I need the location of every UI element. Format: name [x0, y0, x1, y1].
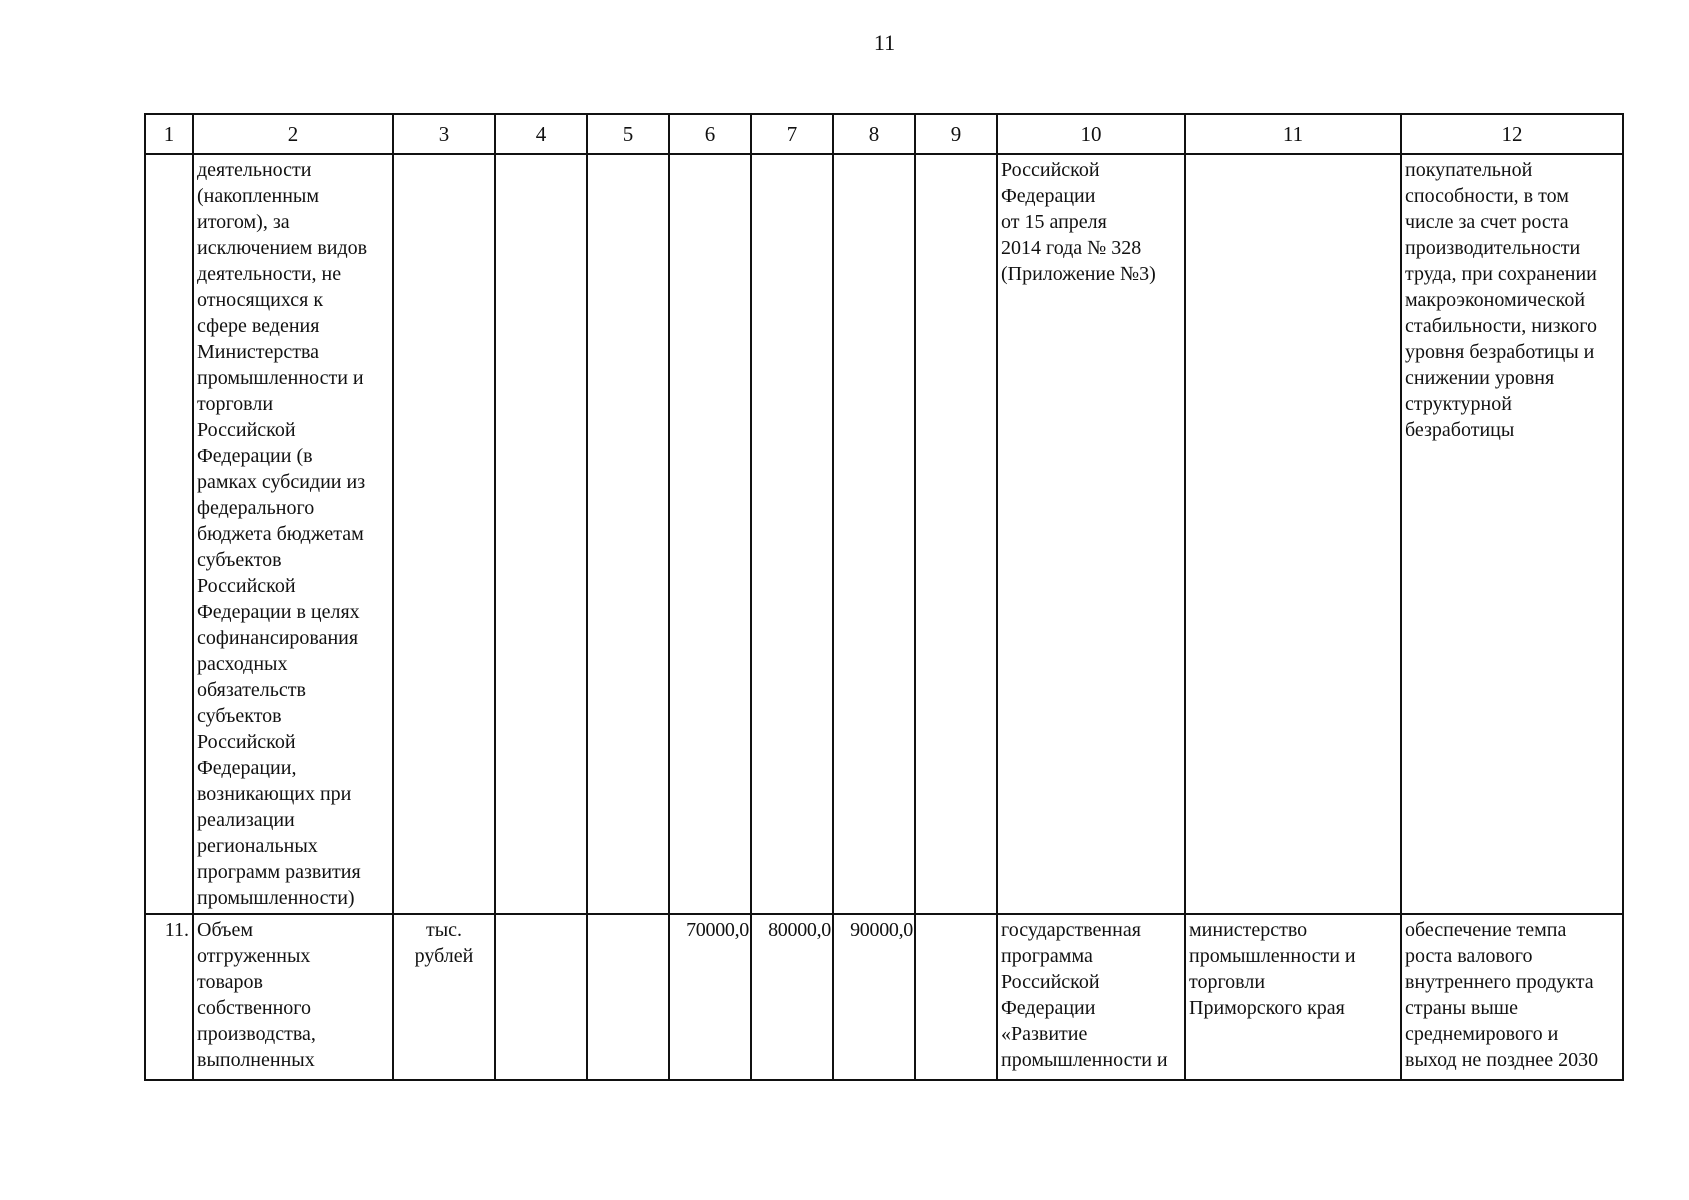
value-cell-6: 70000,0 — [669, 914, 751, 1080]
header-col-7: 7 — [751, 114, 833, 154]
header-col-10: 10 — [997, 114, 1185, 154]
table-row — [145, 154, 1623, 914]
value-cell-4 — [495, 154, 587, 914]
value-cell-7 — [751, 154, 833, 914]
header-col-2: 2 — [193, 114, 393, 154]
unit-cell — [393, 154, 495, 914]
value-cell-8 — [833, 154, 915, 914]
unit-cell: тыс. рублей — [393, 914, 495, 1080]
source-cell: Российской Федерации от 15 апреля 2014 года № 328 (Приложение №3) — [997, 154, 1185, 914]
value-cell-9 — [915, 914, 997, 1080]
responsible-cell: министерство промышленности и торговли Приморского края — [1185, 914, 1401, 1080]
header-col-1: 1 — [145, 114, 193, 154]
header-row — [145, 114, 1623, 154]
header-col-8: 8 — [833, 114, 915, 154]
header-col-12: 12 — [1401, 114, 1623, 154]
header-col-5: 5 — [587, 114, 669, 154]
value-cell-4 — [495, 914, 587, 1080]
indicator-name: Объем отгруженных товаров собственного производства, выполненных — [193, 914, 393, 1080]
value-cell-8: 90000,0 — [833, 914, 915, 1080]
goal-cell: обеспечение темпа роста валового внутреннего продукта страны выше среднемирового и выход не позднее 2030 — [1401, 914, 1623, 1080]
page-number: 11 — [873, 30, 896, 55]
value-cell-5 — [587, 914, 669, 1080]
goal-cell: покупательной способности, в том числе за счет роста производительности труда, при сохранении макроэкономической стабильности, низкого уровня безработицы и снижении уровня структурной безработицы — [1401, 154, 1623, 914]
header-col-9: 9 — [915, 114, 997, 154]
header-col-6: 6 — [669, 114, 751, 154]
source-cell: государственная программа Российской Федерации «Развитие промышленности и — [997, 914, 1185, 1080]
value-cell-7: 80000,0 — [751, 914, 833, 1080]
indicator-name: деятельности (накопленным итогом), за исключением видов деятельности, не относящихся к сфере ведения Министерства промышленности и торговли Российской Федерации (в рамках субсидии из федерального бюджета бюджетам субъектов Российской Федерации в целях софинансирования расходных обязательств субъектов Российской Федерации, возникающих при реализации региональных программ развития промышленности) — [193, 154, 393, 914]
value-cell-6 — [669, 154, 751, 914]
responsible-cell — [1185, 154, 1401, 914]
header-col-3: 3 — [393, 114, 495, 154]
value-cell-5 — [587, 154, 669, 914]
indicator-table — [144, 113, 1624, 1081]
value-cell-9 — [915, 154, 997, 914]
header-col-4: 4 — [495, 114, 587, 154]
table-row — [145, 914, 1623, 1080]
row-number — [145, 154, 193, 914]
row-number: 11. — [145, 914, 193, 1080]
header-col-11: 11 — [1185, 114, 1401, 154]
